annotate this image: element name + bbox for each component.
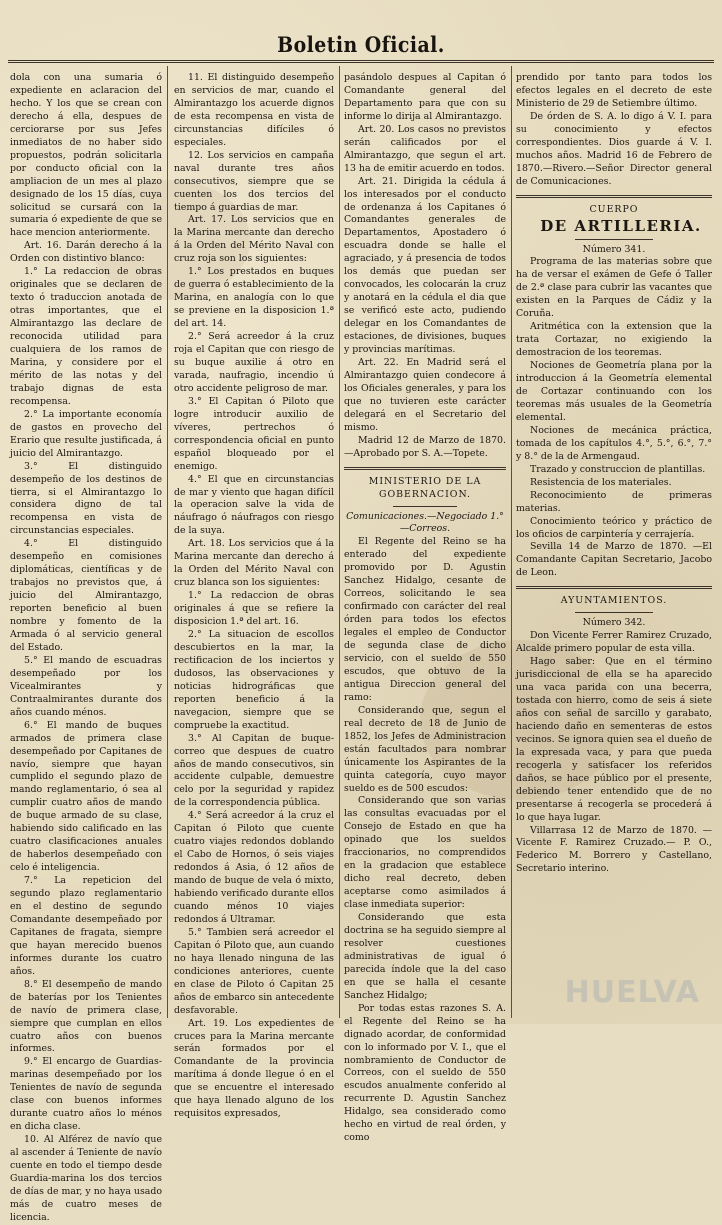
column-3 bbox=[344, 72, 506, 1144]
column-4 bbox=[516, 72, 712, 1016]
paragraph: 3.° Al Capitan de buque-correo que despues de cuatro años de mando consecutivos, sin accidente culpable, demuestre celo por la seguridad y rapidez de la correspondencia pública. bbox=[174, 732, 334, 809]
paragraph: 8.° El desempeño de mando de baterías por los Tenientes de navío de primera clase, siempre que cumplan en ellos cuatro años con buenos informes. bbox=[10, 978, 162, 1055]
page-header bbox=[0, 0, 722, 70]
paragraph: Art. 20. Los casos no previstos serán calificados por el Almirantazgo, que segun el art. 13 ha de emitir acuerdo en todos. bbox=[344, 123, 506, 174]
paragraph: Nociones de mecánica práctica, tomada de los capítulos 4.°, 5.°, 6.°, 7.° y 8.° de la de Armengaud. bbox=[516, 424, 712, 462]
paragraph: 1.° Los prestados en buques de guerra ó establecimiento de la Marina, en analogía con lo que se previene en la disposicion 1.ª del art. 14. bbox=[174, 266, 334, 330]
column-divider bbox=[339, 66, 340, 1018]
paragraph: 10. Al Alférez de navío que al ascender á Teniente de navío cuente en todo el tiempo desde Guardia-marina los dos tercios de días de mar, y no haya usado más de cuatro meses de licencia. bbox=[10, 1134, 162, 1223]
paragraph: 4.° El distinguido desempeño en comisiones diplomáticas, científicas y de trabajos no previstos que, á juicio del Almirantazgo, reporten beneficio al buen nombre y fomento de la Armada ó al servicio general del Estado. bbox=[10, 538, 162, 653]
paragraph: 5.° El mando de escuadras desempeñado por los Vicealmirantes y Contraalmirantes durante dos años cuando ménos. bbox=[10, 654, 162, 718]
section-heading: MINISTERIO DE LA GOBERNACION. bbox=[368, 475, 482, 500]
column-1 bbox=[10, 72, 162, 1223]
paragraph: Art. 19. Los expedientes de cruces para la Marina mercante serán formados por el Comandante de la provincia marítima á donde llegue ó en el que se encuentre el interesado que haya llenado alguno de los requisitos expresados, bbox=[174, 1017, 334, 1120]
paragraph: 5.° Tambien será acreedor el Capitan ó Piloto que, aun cuando no haya llenado ninguna de las condiciones anteriores, cuente en clase de Piloto ó Capitan 25 años de embarco sin antecedente desfavorable. bbox=[174, 926, 334, 1016]
paragraph: Madrid 12 de Marzo de 1870. —Aprobado por S. A.—Topete. bbox=[344, 434, 506, 459]
paragraph: Sevilla 14 de Marzo de 1870. —El Comandante Capitan Secretario, Jacobo de Leon. bbox=[516, 541, 712, 579]
paragraph: pasándolo despues al Capitan ó Comandante general del Departamento para que con su informe lo dirija al Almirantazgo. bbox=[344, 72, 506, 122]
item-number: Número 341. bbox=[582, 243, 646, 255]
column-divider bbox=[167, 66, 168, 1018]
paragraph: Art. 16. Darán derecho á la Orden con distintivo blanco: bbox=[10, 240, 162, 265]
archive-watermark: HUELVA bbox=[564, 975, 700, 1010]
paragraph: De órden de S. A. lo digo á V. I. para su conocimiento y efectos correspondientes. Dios guarde á V. I. muchos años. Madrid 16 de Febrero de 1870.—Rivero.—Señor Director general de Comunicaciones. bbox=[516, 110, 712, 187]
paragraph: prendido por tanto para todos los efectos legales en el decreto de este Ministerio de 29 de Setiembre último. bbox=[516, 72, 712, 109]
section-heading: CUERPO bbox=[589, 203, 639, 215]
paragraph: Hago saber: Que en el término jurisdiccional de ella se ha aparecido una vaca parida con una becerra, tostada con hierro, como de seis á siete años con señal de sarcillo y garabato, haciendo daño en sementeras de estos vecinos. Se ignora quien sea el dueño de la expresada vaca, y para que pueda recogerla y satisfacer los referidos daños, se hace público por el presente, debiendo tener entendido que de no presentarse á recogerla se procederá á lo que haya lugar. bbox=[516, 656, 712, 823]
paragraph: Conocimiento teórico y práctico de los oficios de carpintería y cerrajería. bbox=[516, 515, 712, 540]
paragraph: Art. 17. Los servicios que en la Marina mercante dan derecho á la Orden del Mérito Naval con cruz roja son los siguientes: bbox=[174, 214, 334, 265]
divider bbox=[575, 239, 653, 240]
paragraph: 7.° La repeticion del segundo plazo reglamentario en el destino de segundo Comandante desempeñado por Capitanes de fragata, siempre que hayan merecido buenos informes durante los cuatro años. bbox=[10, 875, 162, 977]
section-separator bbox=[344, 467, 506, 470]
paragraph: Don Vicente Ferrer Ramirez Cruzado, Alcalde primero popular de esta villa. bbox=[516, 630, 712, 655]
paragraph: Programa de las materias sobre que ha de versar el exámen de Gefe ó Taller de 2.ª clase para cubrir las vacantes que existen en la Parques de Cádiz y la Coruña. bbox=[516, 256, 712, 320]
paragraph: 9.° El encargo de Guardias-marinas desempeñado por los Tenientes de navío de segunda clase con buenos informes durante cuatro años lo ménos en dicha clase. bbox=[10, 1056, 162, 1133]
column-2 bbox=[174, 72, 334, 1120]
paragraph: Aritmética con la extension que la trata Cortazar, no exigiendo la demostracion de los teoremas. bbox=[516, 321, 712, 359]
divider bbox=[393, 506, 458, 507]
paragraph: Trazado y construccion de plantillas. bbox=[530, 463, 706, 475]
paragraph: El Regente del Reino se ha enterado del expediente promovido por D. Agustin Sanchez Hidalgo, cesante de Correos, solicitando le sea confirmado con carácter del real órden para todos los efectos legales el empleo de Conductor de segunda clase de dicho servicio, con el sueldo de 550 escudos, que obtuvo de la antigua Direccion general del ramo: bbox=[344, 536, 506, 703]
header-rule bbox=[8, 60, 714, 63]
paragraph: 11. El distinguido desempeño en servicios de mar, cuando el Almirantazgo los acuerde dignos de esta recompensa en vista de circunstancias difíciles ó especiales. bbox=[174, 72, 334, 148]
divider bbox=[575, 612, 653, 613]
column-divider bbox=[511, 66, 512, 1018]
paragraph: Considerando que esta doctrina se ha seguido siempre al resolver cuestiones administrativas de igual ó parecida índole que la del caso en que se halla el cesante Sanchez Hidalgo; bbox=[344, 912, 506, 1001]
paragraph: Nociones de Geometría plana por la introduccion á la Geometría elemental de Cortazar continuando con los teoremas más usuales de la Geometría elemental. bbox=[516, 360, 712, 423]
paragraph: 3.° El distinguido desempeño de los destinos de tierra, si el Almirantazgo lo considera digno de tal recompensa en vista de circunstancias especiales. bbox=[10, 460, 162, 537]
paragraph: 2.° La importante economía de gastos en provecho del Erario que resulte justificada, á juicio del Almirantazgo. bbox=[10, 408, 162, 459]
paragraph: 2.° Será acreedor á la cruz roja el Capitan que con riesgo de su buque auxilie á otro en varada, naufragio, incendio ú otro accidente peligroso de mar. bbox=[174, 331, 334, 394]
paragraph: 1.° La redaccion de obras originales que se declaren de texto ó traduccion anotada de otras importantes, que el Almirantazgo las declare de reconocida utilidad para cualquiera de los ramos de Marina, y considere por el mérito de las notas y del trabajo dignas de esta recompensa. bbox=[10, 266, 162, 407]
paragraph: 4.° El que en circunstancias de mar y viento que hagan difícil la operacion salve la vida de náufrago ó náufragos con riesgo de la suya. bbox=[174, 473, 334, 537]
paragraph: Villarrasa 12 de Marzo de 1870. —Vicente F. Ramirez Cruzado.— P. O., Federico M. Borrero y Castellano, Secretario interino. bbox=[516, 824, 712, 875]
section-separator bbox=[516, 195, 712, 198]
subheading: Comunicaciones.—Negociado 1.°—Correos. bbox=[346, 510, 504, 535]
paragraph: Considerando que son varias las consultas evacuadas por el Consejo de Estado en que ha opinado que los sueldos fraccionarios, no comprendidos en la gradacion que establece dicho real decreto, deben aceptarse como asimilados á clase inmediata superior: bbox=[344, 795, 506, 911]
paragraph: 1.° La redaccion de obras originales á que se refiere la disposicion 1.ª del art. 16. bbox=[174, 590, 334, 628]
paragraph: 2.° La situacion de escollos descubiertos en la mar, la rectificacion de los inciertos y dudosos, las observaciones y noticias hidrográficas que reporten beneficio á la navegacion, siempre que se compruebe la exactitud. bbox=[174, 628, 334, 731]
paragraph: Art. 22. En Madrid será el Almirantazgo quien condecore á los Oficiales generales, y para los que no tuvieren este carácter delegará en el Secretario del mismo. bbox=[344, 356, 506, 433]
paragraph: Reconocimiento de primeras materias. bbox=[516, 489, 712, 514]
paragraph: Considerando que, segun el real decreto de 18 de Junio de 1852, los Jefes de Administracion están facultados para nombrar únicamente los Aspirantes de la quinta categoría, cuyo mayor sueldo es de 500 escudos: bbox=[344, 704, 506, 794]
section-heading-large: DE ARTILLERIA. bbox=[540, 216, 702, 235]
paragraph: Art. 18. Los servicios que á la Marina mercante dan derecho á la Orden del Mérito Naval con cruz blanca son los siguientes: bbox=[174, 538, 334, 589]
paragraph: Art. 21. Dirigida la cédula á los interesados por el conducto de ordenanza á los Capitanes ó Comandantes generales de Departamentos, Apostadero ó escuadra donde se halle el agraciado, y á presencia de todos los demás que puedan ser convocados, les colocarán la cruz y anotará en la cédula el dia que se verificó este acto, pudiendo delegar en los Comandantes de estaciones, de divisiones, buques y provincias marítimas. bbox=[344, 175, 506, 356]
item-number: Número 342. bbox=[582, 617, 646, 629]
paragraph: 4.° Será acreedor á la cruz el Capitan ó Piloto que cuente cuatro viajes redondos doblando el Cabo de Hornos, ó seis viajes redondos á Asia, ó 12 años de mando de buque de vela ó mixto, habiendo verificado durante ellos cuando ménos 10 viajes redondos á Ultramar. bbox=[174, 810, 334, 925]
paragraph: Por todas estas razones S. A. el Regente del Reino se ha dignado acordar, de conformidad con lo informado por V. I., que el nombramiento de Conductor de Correos, con el sueldo de 550 escudos anualmente conferido al recurrente D. Agustin Sanchez Hidalgo, sea considerado como hecho en virtud de real órden, y como bbox=[344, 1002, 506, 1144]
paragraph: Resistencia de los materiales. bbox=[530, 476, 672, 488]
section-separator bbox=[516, 586, 712, 589]
paragraph: 6.° El mando de buques armados de primera clase desempeñado por Capitanes de navío, siempre que hayan cumplido el segundo plazo de mando reglamentario, ó sea al cumplir cuatro años de mando de buque armado de su clase, habiendo sido calificado en las cuatro clasificaciones anuales de haberlos desempeñado con celo é inteligencia. bbox=[10, 719, 162, 874]
paragraph: 3.° El Capitan ó Piloto que logre introducir auxilio de víveres, pertrechos ó correspondencia oficial en punto español bloqueado por el enemigo. bbox=[174, 395, 334, 472]
paragraph: dola con una sumaria ó expediente en aclaracion del hecho. Y los que se crean con derecho á ella, despues de cerciorarse por sus Jefes inmediatos de no haber sido propuestos, podrán solicitarla por conducto oficial con la ampliacion de un mes al plazo designado de los 15 días, cuya solicitud se cursará con la sumaria ó expediente de que se hace mencion anteriormente. bbox=[10, 72, 162, 239]
section-heading: AYUNTAMIENTOS. bbox=[560, 595, 668, 607]
masthead-title: Boletin Oficial. bbox=[277, 32, 445, 57]
paragraph: 12. Los servicios en campaña naval durante tres años consecutivos, siempre que se cuenten los dos tercios del tiempo á guardias de mar. bbox=[174, 149, 334, 213]
